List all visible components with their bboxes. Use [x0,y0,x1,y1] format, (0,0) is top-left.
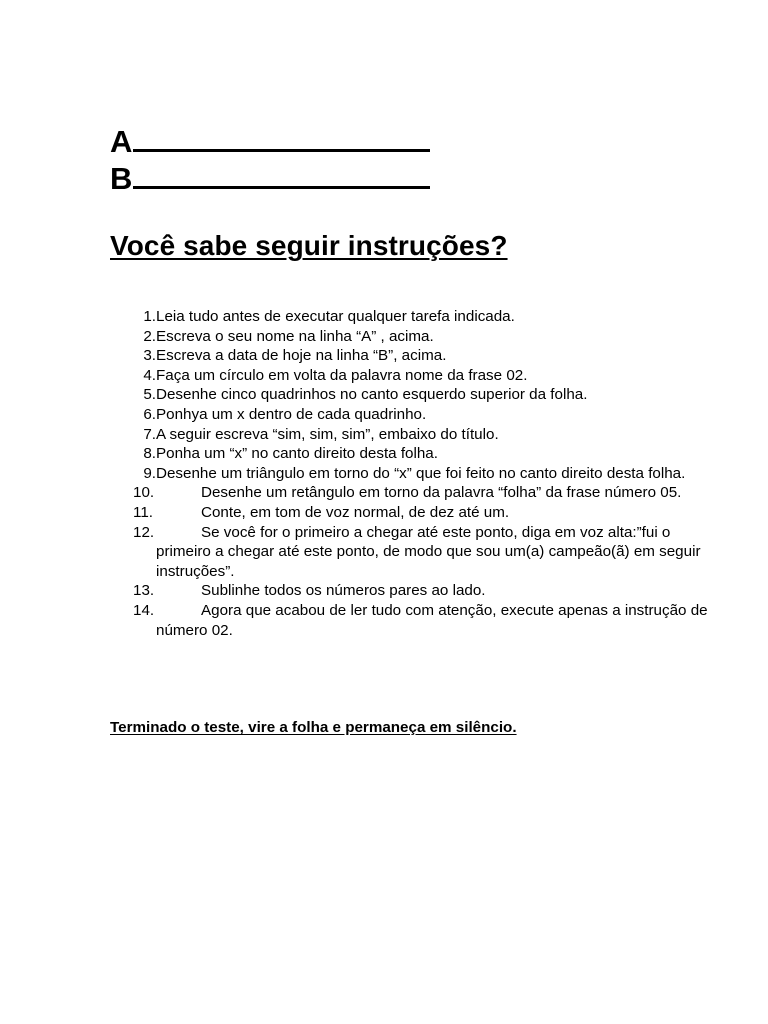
instruction-text: Leia tudo antes de executar qualquer tarefa indicada. [156,308,515,325]
instruction-text: Faça um círculo em volta da palavra nome da frase 02. [156,366,528,384]
instruction-item [110,523,710,582]
line-b-blank [133,159,430,189]
date-line-b [110,159,430,197]
instruction-number: 8. [143,445,156,463]
instruction-number: 7. [143,425,156,443]
instruction-number: 4. [143,366,156,384]
instruction-number: 3. [143,347,156,365]
instruction-number: 11. [133,503,153,521]
instruction-text: Ponhya um x dentro de cada quadrinho. [156,405,427,423]
instruction-text: Escreva o seu nome na linha “A” , acima. [156,327,434,345]
instruction-item [110,327,710,347]
line-a-label: A [110,124,133,159]
instruction-item [110,425,710,445]
instruction-text: Ponha um “x” no canto direito desta folha. [156,445,438,463]
instruction-text: Desenhe cinco quadrinhos no canto esquerdo superior da folha. [156,386,588,404]
instruction-item [110,307,710,327]
closing-instruction: Terminado o teste, vire a folha e permaneça em silêncio. [110,719,517,736]
name-line-a [110,122,430,160]
instruction-item [110,581,710,601]
instruction-text: Desenhe um triângulo em torno do “x” que foi feito no canto direito desta folha. [156,464,686,482]
instruction-list [110,307,710,640]
line-b-label: B [110,161,133,196]
instruction-number: 13. [133,582,155,600]
instruction-item [110,346,710,366]
line-a-blank [133,122,430,152]
instruction-number: 10. [133,484,155,502]
instruction-number: 5. [143,386,156,404]
page-title: Você sabe seguir instruções? [110,230,508,261]
instruction-item [110,385,710,405]
instruction-text: Conte, em tom de voz normal, de dez até um. [201,503,510,521]
instruction-item [110,366,710,386]
instruction-number: 12. [133,523,155,541]
instruction-number: 2. [143,327,156,345]
instruction-text: Se você for o primeiro a chegar até este ponto, diga em voz alta:”fui o primeiro a chegar até este ponto, de modo que sou um(a) campeão(ã) em seguir instruções”. [156,523,701,580]
instruction-number: 9. [143,464,156,482]
instruction-number: 6. [143,405,156,423]
instruction-text: Desenhe um retângulo em torno da palavra “folha” da frase número 05. [201,484,682,502]
instruction-text: Escreva a data de hoje na linha “B”, acima. [156,347,447,365]
instruction-item [110,444,710,464]
instruction-item [110,405,710,425]
instruction-item [110,601,710,640]
instruction-number: 1. [143,308,156,325]
instruction-text: Sublinhe todos os números pares ao lado. [201,582,486,600]
instruction-text: A seguir escreva “sim, sim, sim”, embaixo do título. [156,425,499,443]
instruction-item [110,483,710,503]
instruction-item [110,503,710,523]
instruction-text: Agora que acabou de ler tudo com atenção, execute apenas a instrução de número 02. [156,601,708,639]
instruction-number: 14. [133,601,155,619]
instruction-item [110,464,710,484]
